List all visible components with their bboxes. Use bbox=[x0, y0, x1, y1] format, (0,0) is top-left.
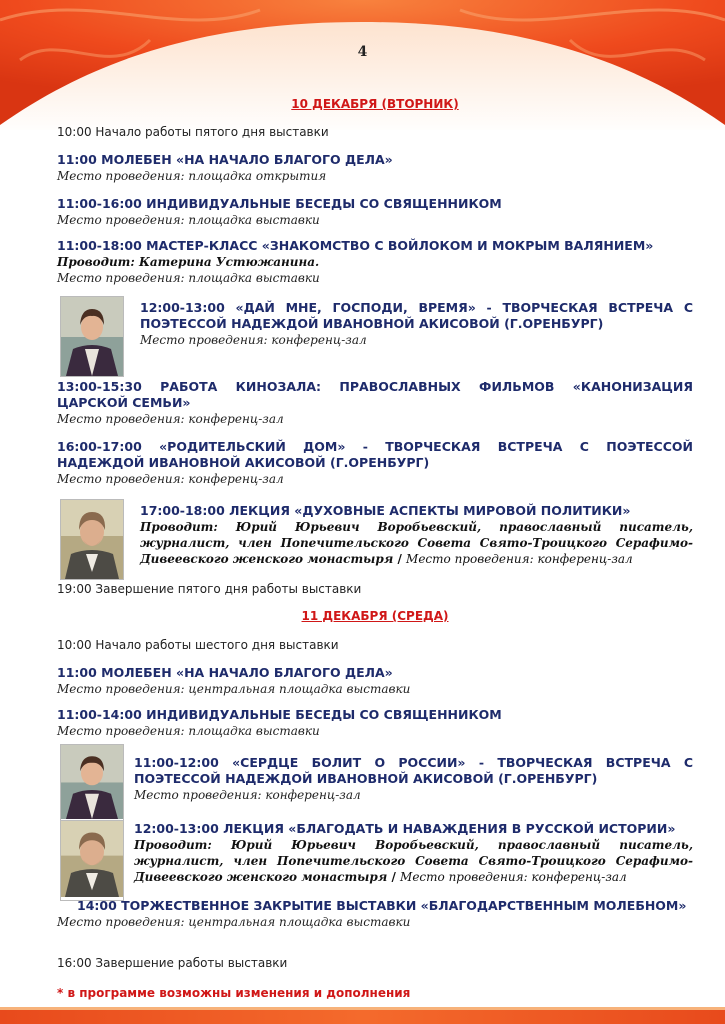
page-number: 4 bbox=[357, 44, 368, 60]
portrait-man-icon bbox=[60, 820, 124, 901]
event-item bbox=[140, 503, 693, 567]
day-end: 16:00 Завершение работы выставки bbox=[57, 956, 288, 970]
event-title: 11:00-12:00 «СЕРДЦЕ БОЛИТ О РОССИИ» - ТВОРЧЕСКАЯ ВСТРЕЧА С ПОЭТЕССОЙ НАДЕЖДОЙ ИВАНОВНОЙ АКИСОВОЙ (Г.ОРЕНБУРГ) bbox=[134, 755, 693, 786]
event-item bbox=[134, 755, 693, 803]
portrait-woman-icon bbox=[60, 744, 124, 825]
event-item bbox=[57, 238, 693, 286]
footnote: * в программе возможны изменения и дополнения bbox=[57, 986, 411, 1000]
event-venue: Место проведения: конференц-зал bbox=[406, 552, 633, 566]
event-venue: Место проведения: конференц-зал bbox=[57, 412, 284, 426]
event-title: 11:00 МОЛЕБЕН «НА НАЧАЛО БЛАГОГО ДЕЛА» bbox=[57, 152, 393, 167]
event-venue: Место проведения: площадка выставки bbox=[57, 724, 320, 738]
event-host-line bbox=[134, 837, 693, 885]
event-item bbox=[57, 379, 693, 427]
event-venue: Место проведения: конференц-зал bbox=[57, 472, 284, 486]
event-title: 17:00-18:00 ЛЕКЦИЯ «ДУХОВНЫЕ АСПЕКТЫ МИРОВОЙ ПОЛИТИКИ» bbox=[140, 503, 631, 518]
event-title: 12:00-13:00 «ДАЙ МНЕ, ГОСПОДИ, ВРЕМЯ» - ТВОРЧЕСКАЯ ВСТРЕЧА С ПОЭТЕССОЙ НАДЕЖДОЙ ИВАНОВНОЙ АКИСОВОЙ (Г.ОРЕНБУРГ) bbox=[140, 300, 693, 331]
portrait-woman-icon bbox=[60, 296, 124, 377]
event-title: 11:00 МОЛЕБЕН «НА НАЧАЛО БЛАГОГО ДЕЛА» bbox=[57, 665, 393, 680]
event-title: 14:00 ТОРЖЕСТВЕННОЕ ЗАКРЫТИЕ ВЫСТАВКИ «БЛАГОДАРСТВЕННЫМ МОЛЕБНОМ» bbox=[77, 898, 687, 913]
event-host: Проводит: Катерина Устюжанина. bbox=[57, 255, 320, 269]
event-title: 16:00-17:00 «РОДИТЕЛЬСКИЙ ДОМ» - ТВОРЧЕСКАЯ ВСТРЕЧА С ПОЭТЕССОЙ НАДЕЖДОЙ ИВАНОВНОЙ АКИСОВОЙ (Г.ОРЕНБУРГ) bbox=[57, 439, 693, 470]
event-venue: Место проведения: конференц-зал bbox=[400, 870, 627, 884]
day-end: 19:00 Завершение пятого дня работы выставки bbox=[57, 582, 362, 596]
day-title: 10 ДЕКАБРЯ (ВТОРНИК) bbox=[291, 97, 459, 111]
event-venue: Место проведения: площадка выставки bbox=[57, 271, 320, 285]
event-title: 11:00-14:00 ИНДИВИДУАЛЬНЫЕ БЕСЕДЫ СО СВЯЩЕННИКОМ bbox=[57, 707, 502, 722]
event-venue: Место проведения: конференц-зал bbox=[134, 788, 361, 802]
event-item bbox=[57, 665, 693, 697]
day-title: 11 ДЕКАБРЯ (СРЕДА) bbox=[301, 609, 449, 623]
event-venue: Место проведения: центральная площадка выставки bbox=[57, 915, 411, 929]
event-item bbox=[57, 439, 693, 487]
event-item bbox=[57, 707, 693, 739]
event-title: 12:00-13:00 ЛЕКЦИЯ «БЛАГОДАТЬ И НАВАЖДЕНИЯ В РУССКОЙ ИСТОРИИ» bbox=[134, 821, 676, 836]
event-venue: Место проведения: конференц-зал bbox=[140, 333, 367, 347]
event-item bbox=[134, 821, 693, 885]
event-title: 13:00-15:30 РАБОТА КИНОЗАЛА: ПРАВОСЛАВНЫХ ФИЛЬМОВ «КАНОНИЗАЦИЯ ЦАРСКОЙ СЕМЬИ» bbox=[57, 379, 693, 410]
footer-band bbox=[0, 1010, 725, 1024]
event-item bbox=[57, 152, 693, 184]
event-item bbox=[57, 196, 693, 228]
day-start: 10:00 Начало работы пятого дня выставки bbox=[57, 125, 329, 139]
event-host: Проводит: Юрий Юрьевич Воробьевский, православный писатель, журналист, член Попечительского Совета Свято-Троицкого Серафимо-Дивеевского женского монастыря bbox=[140, 520, 693, 566]
event-host-line bbox=[140, 519, 693, 567]
portrait-man-icon bbox=[60, 499, 124, 580]
event-item bbox=[140, 300, 693, 348]
event-title: 11:00-18:00 МАСТЕР-КЛАСС «ЗНАКОМСТВО С ВОЙЛОКОМ И МОКРЫМ ВАЛЯНИЕМ» bbox=[57, 238, 654, 253]
event-venue: Место проведения: центральная площадка выставки bbox=[57, 682, 411, 696]
event-item bbox=[57, 898, 693, 930]
event-venue: Место проведения: площадка выставки bbox=[57, 213, 320, 227]
event-title: 11:00-16:00 ИНДИВИДУАЛЬНЫЕ БЕСЕДЫ СО СВЯЩЕННИКОМ bbox=[57, 196, 502, 211]
event-host: Проводит: Юрий Юрьевич Воробьевский, православный писатель, журналист, член Попечительского Совета Свято-Троицкого Серафимо-Дивеевского женского монастыря bbox=[134, 838, 693, 884]
separator: / bbox=[393, 552, 407, 566]
separator: / bbox=[387, 870, 401, 884]
event-venue: Место проведения: площадка открытия bbox=[57, 169, 327, 183]
day-start: 10:00 Начало работы шестого дня выставки bbox=[57, 638, 339, 652]
